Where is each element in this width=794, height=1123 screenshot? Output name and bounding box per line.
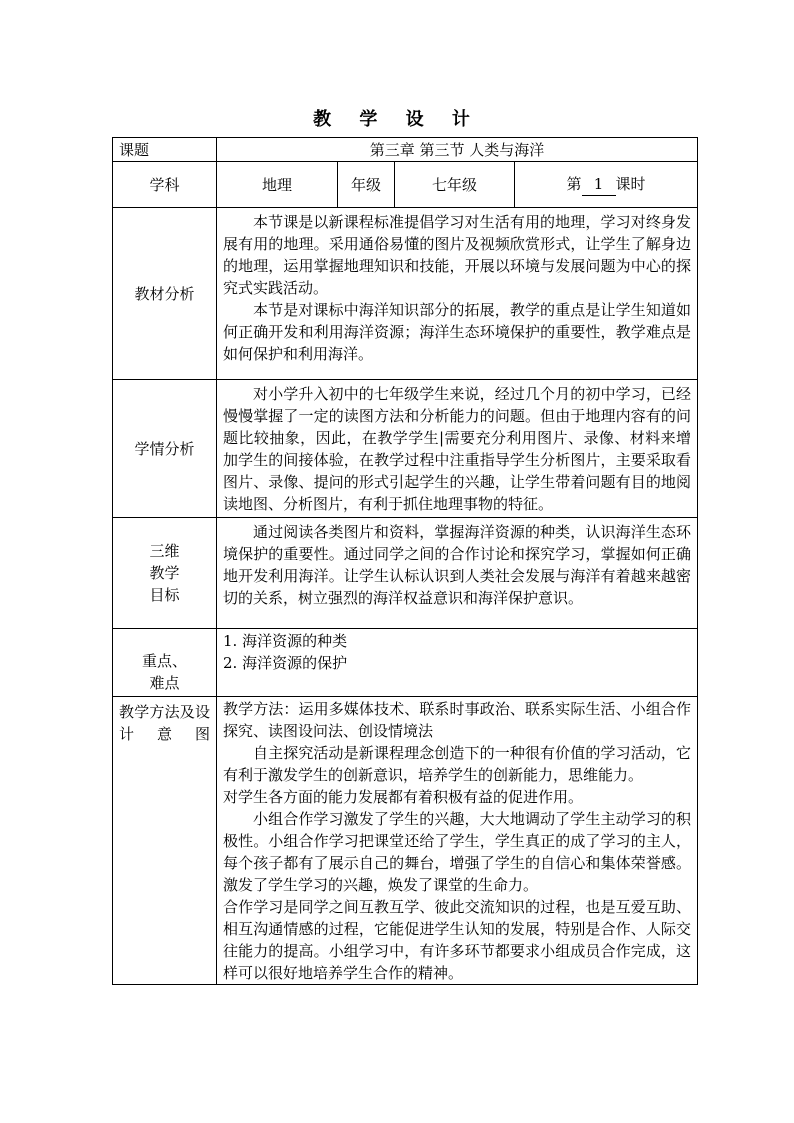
grade-label: 年级	[338, 162, 395, 208]
goals-content	[217, 518, 698, 629]
subject-value: 地理	[217, 162, 338, 208]
lesson-count	[515, 162, 698, 208]
goals-paragraph: 通过阅读各类图片和资料，掌握海洋资源的种类，认识海洋生态环境保护的重要性。通过同学之间的合作讨论和探究学习，掌握如何正确地开发利用海洋。让学生认标认识到人类社会发展与海洋有着越来越密切的关系，树立强烈的海洋权益意识和海洋保护意识。	[223, 523, 692, 607]
topic-row	[113, 138, 698, 162]
goals-label	[113, 518, 217, 629]
textbook-content	[217, 208, 698, 380]
method-paragraph-1: 自主探究活动是新课程理念创造下的一种很有价值的学习活动，它有利于激发学生的创新意识，培养学生的创新能力，思维能力。	[223, 744, 692, 784]
subject-row	[113, 162, 698, 208]
keypoint-item-2: 2. 海洋资源的保护	[223, 654, 348, 672]
subject-label: 学科	[113, 162, 217, 208]
goals-label-line-1: 三维	[149, 542, 180, 560]
lesson-suffix: 课时	[615, 175, 646, 193]
method-label: 教学方法及设计意图	[113, 697, 217, 985]
method-row	[113, 697, 698, 985]
keypoints-row	[113, 629, 698, 697]
goals-label-line-3: 目标	[149, 586, 180, 604]
textbook-row	[113, 208, 698, 380]
textbook-paragraph-1: 本节课是以新课程标准提倡学习对生活有用的地理，学习对终身发展有用的地理。采用通俗易懂的图片及视频欣赏形式，让学生了解身边的地理，运用掌握地理知识和技能，开展以环境与发展问题为中心的探究式实践活动。	[223, 213, 692, 297]
goals-label-line-2: 教学	[149, 564, 180, 582]
keypoints-label-line-2: 难点	[149, 673, 180, 692]
keypoints-label-line-1: 重点、	[141, 651, 187, 670]
grade-value: 七年级	[395, 162, 515, 208]
method-content	[217, 697, 698, 985]
students-paragraph: 对小学升入初中的七年级学生来说，经过几个月的初中学习，已经慢慢掌握了一定的读图方法和分析能力的问题。但由于地理内容有的问题比较抽象，因此，在教学学生|需要充分利用图片、录像、材料来增加学生的间接体验，在教学过程中注重指导学生分析图片，主要采取看图片、录像、提问的形式引起学生的兴趣，让学生带着问题有目的地阅读地图、分析图片，有利于抓住地理事物的特征。	[223, 385, 692, 513]
textbook-paragraph-2: 本节是对课标中海洋知识部分的拓展，教学的重点是让学生知道如何正确开发和利用海洋资源；海洋生态环境保护的重要性，教学难点是如何保护和利用海洋。	[223, 301, 692, 363]
students-label: 学情分析	[113, 380, 217, 518]
method-paragraph-2: 小组合作学习激发了学生的兴趣，大大地调动了学生主动学习的积极性。小组合作学习把课堂还给了学生，学生真正的成了学习的主人，每个孩子都有了展示自己的舞台，增强了学生的自信心和集体荣誉感。激发了学生学习的兴趣，焕发了课堂的生命力。	[223, 810, 692, 894]
topic-label: 课题	[113, 138, 217, 162]
lesson-plan-table	[112, 137, 698, 985]
textbook-label: 教材分析	[113, 208, 217, 380]
lesson-number: 1	[582, 173, 616, 196]
keypoint-item-1: 1. 海洋资源的种类	[223, 632, 348, 650]
lesson-prefix: 第	[566, 175, 582, 193]
keypoints-content	[217, 629, 698, 697]
students-content	[217, 380, 698, 518]
method-paragraph-1b: 对学生各方面的能力发展都有着积极有益的促进作用。	[223, 788, 584, 806]
method-paragraph-3: 合作学习是同学之间互教互学、彼此交流知识的过程，也是互爱互助、相互沟通情感的过程，它能促进学生认知的发展，特别是合作、人际交往能力的提高。小组学习中，有许多环节都要求小组成员合作完成，这样可以很好地培养学生合作的精神。	[223, 898, 692, 982]
method-intro: 教学方法：运用多媒体技术、联系时事政治、联系实际生活、小组合作探究、读图设问法、创设情境法	[223, 700, 692, 740]
students-row	[113, 380, 698, 518]
topic-value: 第三章 第三节 人类与海洋	[217, 138, 698, 162]
page-title: 教 学 设 计	[313, 109, 481, 130]
goals-row	[113, 518, 698, 629]
keypoints-label	[113, 629, 217, 697]
